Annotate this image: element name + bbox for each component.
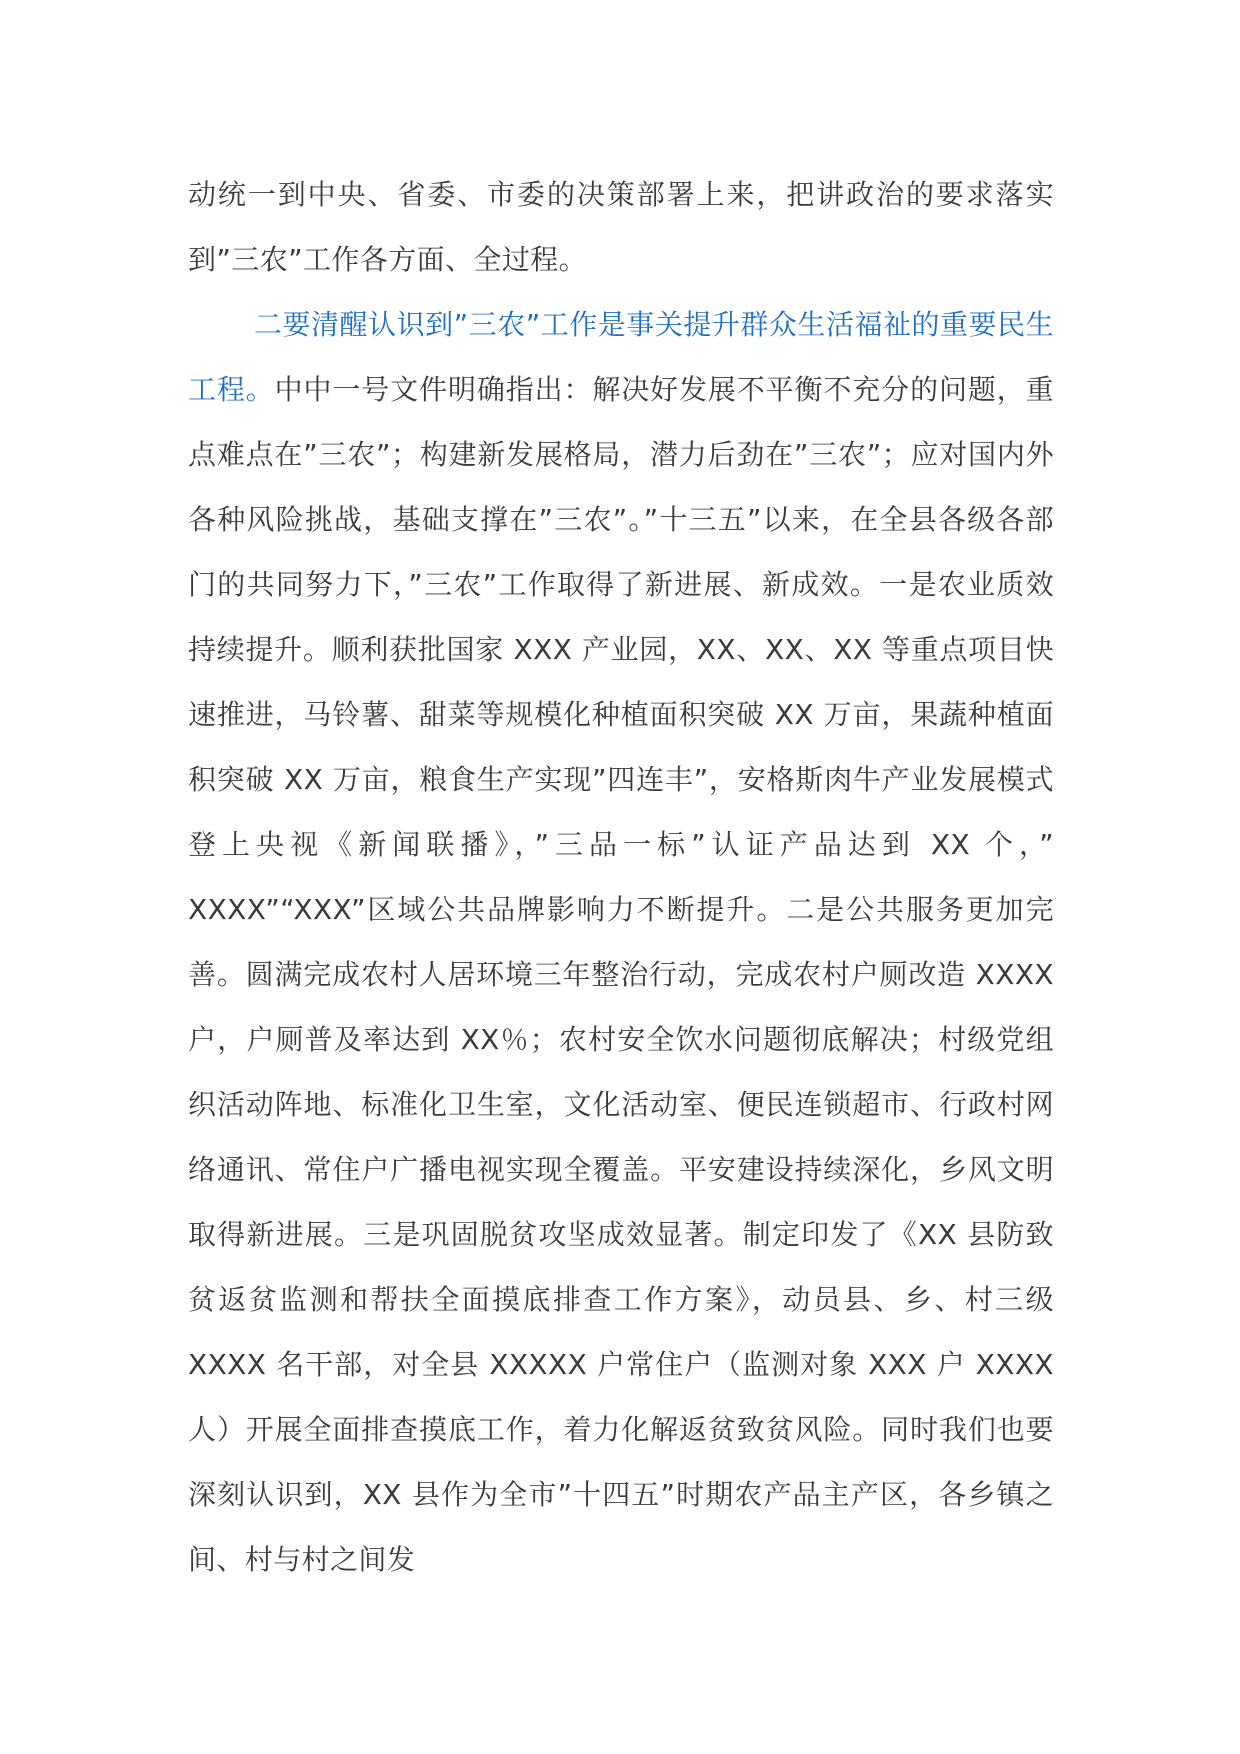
paragraph-text: 动统一到中央、省委、市委的决策部署上来，把讲政治的要求落实到”三农”工作各方面、全过程。 (188, 178, 1054, 276)
section-heading: 二要清醒认识到”三农”工作是事关提升群众生活福祉的重要民生工程。 (188, 308, 1054, 406)
document-body (188, 162, 1054, 1592)
paragraph-text: 中中一号文件明确指出：解决好发展不平衡不充分的问题，重点难点在”三农”；构建新发展格局，潜力后劲在”三农”；应对国内外各种风险挑战，基础支撑在”三农”。”十三五”以来，在全县各级各部门的共同努力下，”三农”工作取得了新进展、新成效。一是农业质效持续提升。顺利获批国家 XXX 产业园，XX、XX、XX 等重点项目快速推进，马铃薯、甜菜等规模化种植面积突破 XX 万亩，果蔬种植面积突破 XX 万亩，粮食生产实现”四连丰”，安格斯肉牛产业发展模式登上央视《新闻联播》，”三品一标”认证产品达到 XX 个，” XXXX”“XXX”区域公共品牌影响力不断提升。二是公共服务更加完善。圆满完成农村人居环境三年整治行动，完成农村户厕改造 XXXX 户，户厕普及率达到 XX％；农村安全饮水问题彻底解决；村级党组织活动阵地、标准化卫生室，文化活动室、便民连锁超市、行政村网络通讯、常住户广播电视实现全覆盖。平安建设持续深化，乡风文明取得新进展。三是巩固脱贫攻坚成效显著。制定印发了《XX 县防致贫返贫监测和帮扶全面摸底排查工作方案》，动员县、乡、村三级 XXXX 名干部，对全县 XXXXX 户常住户（监测对象 XXX 户 XXXX 人）开展全面排查摸底工作，着力化解返贫致贫风险。同时我们也要深刻认识到，XX 县作为全市”十四五”时期农产品主产区，各乡镇之间、村与村之间发 (188, 373, 1054, 1576)
paragraph-section-two (188, 292, 1054, 1592)
paragraph-continuation (188, 162, 1054, 292)
